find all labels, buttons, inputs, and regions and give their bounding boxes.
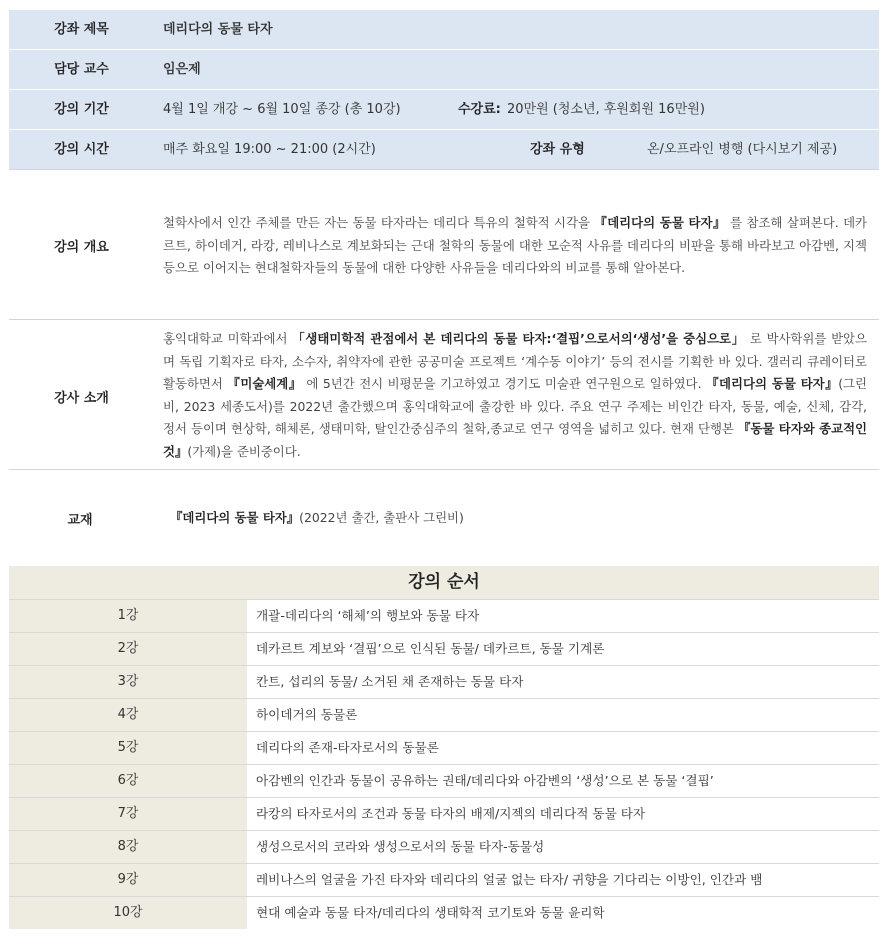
- instructor-label: 강사 소개: [54, 391, 109, 406]
- fee-value: 20만원 (청소년, 후원회원 16만원): [507, 102, 705, 117]
- type-value: 온/오프라인 병행 (다시보기 제공): [647, 142, 838, 157]
- table-row: [9, 830, 879, 863]
- table-row: [9, 665, 879, 698]
- table-row: [9, 599, 879, 632]
- professor-row: [9, 50, 879, 90]
- lecture-topic: 데리다의 존재-타자로서의 동물론: [256, 740, 439, 755]
- time-value: 매주 화요일 19:00 ~ 21:00 (2시간): [163, 142, 376, 157]
- period-label: 강의 기간: [54, 102, 109, 117]
- instructor-intro: [9, 328, 879, 468]
- overview-label: 강의 개요: [54, 240, 109, 255]
- instructor-text: [163, 328, 867, 463]
- type-label: 강좌 유형: [530, 142, 585, 157]
- divider: [9, 169, 879, 170]
- instructor-text-part: 에 5년간 전시 비평문을 기고하였고 경기도 미술관 연구원으로 일하였다.: [301, 376, 707, 391]
- table-row: [9, 863, 879, 896]
- divider: [9, 469, 879, 470]
- textbook-title: 『데리다의 동물 타자』: [170, 510, 300, 525]
- lecture-topic: 하이데거의 동물론: [256, 707, 358, 722]
- course-title-label: 강좌 제목: [54, 22, 109, 37]
- lecture-topic: 개괄-데리다의 ‘해체’의 행보와 동물 타자: [256, 608, 480, 623]
- lecture-topic: 아감벤의 인간과 동물이 공유하는 권태/데리다와 아감벤의 ‘생성’으로 본 동물 ‘결핍’: [256, 773, 714, 788]
- period-value: 4월 1일 개강 ~ 6월 10일 종강 (총 10강): [163, 102, 401, 117]
- overview-text: [163, 212, 867, 280]
- course-title-value: 데리다의 동물 타자: [163, 22, 273, 37]
- lecture-number: 10강: [9, 897, 247, 929]
- lecture-number: 7강: [9, 798, 247, 830]
- textbook-text: [170, 507, 874, 530]
- lecture-number: 2강: [9, 633, 247, 665]
- lecture-number: 3강: [9, 666, 247, 698]
- overview-text-part: 를 참조해 살펴본다. 데카르트, 하이데거, 라캉, 레비나스로 계보화되는 근대 철학의 동물에 대한 모순적 사유를 데리다의 비판을 통해 바라보고 아감벤, 지젝 등으로 이어지는 현대철학자들의 동물에 대한 다양한 사유들을 데리다와의 비교를 통해 알아본다.: [163, 215, 868, 275]
- textbook-row: [9, 507, 879, 531]
- overview-text-part: 철학사에서 인간 주체를 만든 자는 동물 타자라는 데리다 특유의 철학적 시각을: [163, 215, 595, 230]
- table-row: [9, 731, 879, 764]
- textbook-details: (2022년 출간, 출판사 그린비): [299, 510, 464, 525]
- table-row: [9, 896, 879, 929]
- time-label: 강의 시간: [54, 142, 109, 157]
- lecture-topic: 현대 예술과 동물 타자/데리다의 생태학적 코기토와 동물 윤리학: [256, 905, 605, 920]
- lecture-number: 6강: [9, 765, 247, 797]
- instructor-text-part: (그린비, 2023 세종도서)를 2022년 출간했으며 홍익대학교에 출강한 바 있다. 주요 연구 주제는 비인간 타자, 동물, 예술, 신체, 감각, 정서 등이며 현상학, 해체론, 생태미학, 탈인간중심주의 철학,종교로 연구 영역을 넓히고 있다. 현재 단행본: [163, 376, 867, 436]
- dissertation-title: 「생태미학적 관점에서 본 데리다의 동물 타자:‘결핍’으로서의‘생성’을 중심으로」: [292, 331, 746, 346]
- professor-label: 담당 교수: [54, 62, 109, 77]
- divider: [9, 319, 879, 320]
- table-row: [9, 632, 879, 665]
- course-overview: [9, 210, 879, 310]
- table-row: [9, 797, 879, 830]
- lecture-topic: 생성으로서의 코라와 생성으로서의 동물 타자-동물성: [256, 839, 545, 854]
- time-row: [9, 130, 879, 170]
- period-row: [9, 90, 879, 130]
- upcoming-book-title: 『동물 타자와 종교적인 것』: [163, 421, 868, 459]
- overview-book-title: 『데리다의 동물 타자』: [594, 215, 726, 230]
- schedule-title: 강의 순서: [9, 566, 879, 599]
- instructor-text-part: 홍익대학교 미학과에서: [163, 331, 293, 346]
- lecture-topic: 데카르트 계보와 ‘결핍’으로 인식된 동물/ 데카르트, 동물 기계론: [256, 641, 605, 656]
- book-title: 『데리다의 동물 타자』: [706, 376, 839, 391]
- professor-value: 임은제: [163, 62, 201, 77]
- lecture-number: 1강: [9, 600, 247, 632]
- lecture-schedule-table: [9, 566, 879, 929]
- lecture-topic: 칸트, 섭리의 동물/ 소거된 채 존재하는 동물 타자: [256, 674, 524, 689]
- magazine-title: 『미술세계』: [227, 376, 302, 391]
- lecture-topic: 라캉의 타자로서의 조건과 동물 타자의 배제/지젝의 데리다적 동물 타자: [256, 806, 646, 821]
- lecture-number: 8강: [9, 831, 247, 863]
- instructor-text-part: 로 박사학위를 받았으며 독립 기획자로 타자, 소수자, 취약자에 관한 공공미술 프로젝트 ‘계수동 이야기’ 등의 전시를 기획한 바 있다. 갤러리 큐레이터로 활동하면서: [163, 331, 867, 391]
- table-row: [9, 698, 879, 731]
- table-row: [9, 764, 879, 797]
- course-title-row: [9, 10, 879, 50]
- schedule-rows: [9, 599, 879, 929]
- course-info-table: [9, 10, 879, 170]
- instructor-text-part: (가제)을 준비중이다.: [187, 443, 301, 459]
- fee-label: 수강료:: [458, 102, 501, 117]
- lecture-number: 9강: [9, 864, 247, 896]
- lecture-topic: 레비나스의 얼굴을 가진 타자와 데리다의 얼굴 없는 타자/ 귀향을 기다리는 이방인, 인간과 뱀: [256, 872, 763, 887]
- textbook-label: 교재: [67, 513, 93, 528]
- lecture-number: 4강: [9, 699, 247, 731]
- lecture-number: 5강: [9, 732, 247, 764]
